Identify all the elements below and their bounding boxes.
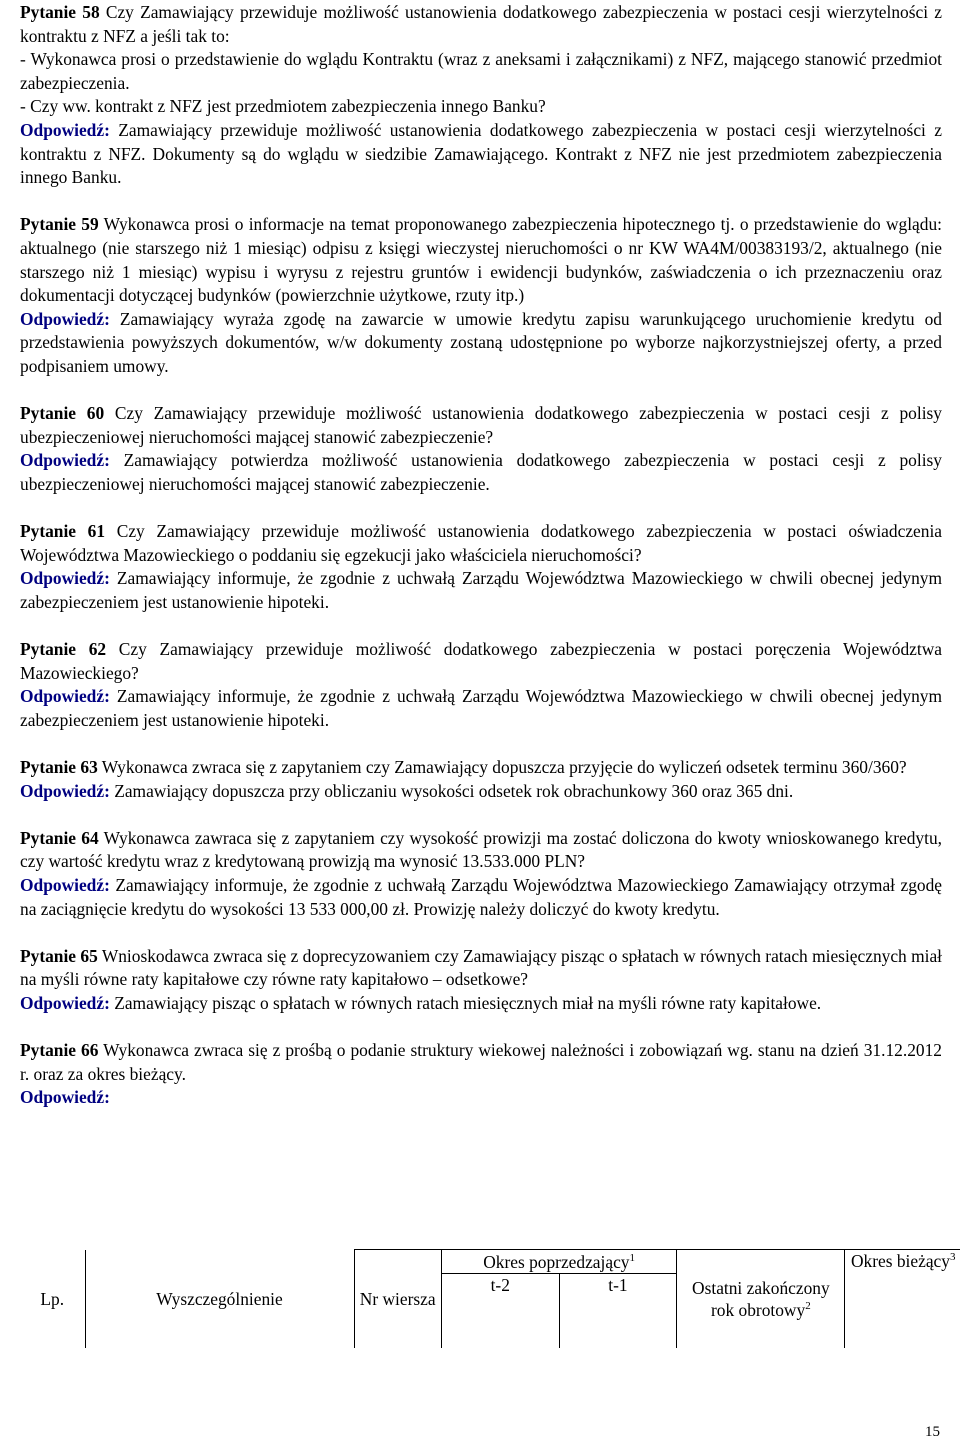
answer-text: Zamawiający informuje, że zgodnie z uchwałą Zarządu Województwa Mazowieckiego w chwili obecnej jedynym zabezpieczeniem jest ustanowienie hipoteki.	[20, 568, 942, 612]
question-label: Pytanie 60	[20, 403, 105, 424]
answer-text: Zamawiający dopuszcza przy obliczaniu wysokości odsetek rok obrachunkowy 360 oraz 365 dni.	[109, 780, 794, 801]
question-subpoint: - Wykonawca prosi o przedstawienie do wglądu Kontraktu (wraz z aneksami i załącznikami) z NFZ, mającego stanowić przedmiot zabezpieczenia.	[20, 49, 942, 93]
question-64	[20, 827, 942, 921]
question-label: Pytanie 61	[20, 521, 106, 542]
question-label: Pytanie 63	[20, 757, 98, 777]
answer-text: Zamawiający przewiduje możliwość ustanowienia dodatkowego zabezpieczenia w postaci cesji wierzytelności z kontraktu z NFZ. Dokumenty są do wglądu w siedzibie Zamawiającego. Kontrakt z NFZ nie jest przedmiotem zabezpieczenia innego Banku.	[20, 119, 942, 188]
answer-label: Odpowiedź:	[20, 450, 110, 471]
question-label: Pytanie 65	[20, 945, 98, 966]
question-label: Pytanie 62	[20, 639, 107, 660]
question-58	[20, 1, 942, 190]
question-label: Pytanie 58	[20, 2, 100, 22]
answer-label: Odpowiedź:	[20, 119, 110, 140]
answer-label: Odpowiedź:	[20, 1087, 110, 1108]
question-66	[20, 1039, 942, 1110]
answer-label: Odpowiedź:	[20, 780, 110, 801]
question-text: Czy Zamawiający przewiduje możliwość ustanowienia dodatkowego zabezpieczenia w postaci cesji wierzytelności z kontraktu z NFZ a jeśli tak to:	[20, 2, 943, 46]
table-header-okres-biezacy: Okres bieżący$^3$	[845, 1250, 960, 1348]
question-subpoint: - Czy ww. kontrakt z NFZ jest przedmiotem zabezpieczenia innego Banku?	[20, 96, 546, 117]
question-text: Wykonawca zawraca się z zapytaniem czy wysokość prowizji ma zostać doliczona do kwoty wnioskowanego kredytu, czy wartość kredytu wraz z kredytowaną prowizją ma wynosić 13.533.000 PLN?	[20, 827, 942, 872]
table-header-okres-poprzedzajacy: Okres poprzedzający$^1$	[441, 1250, 676, 1274]
table-header-ostatni-rok: Ostatni zakończony rok obrotowy$^2$	[677, 1250, 845, 1348]
question-65	[20, 945, 942, 1016]
question-62	[20, 638, 942, 732]
table-header-t1: t-1	[559, 1274, 677, 1348]
answer-label: Odpowiedź:	[20, 874, 110, 895]
question-text: Czy Zamawiający przewiduje możliwość dodatkowego zabezpieczenia w postaci poręczenia Województwa Mazowieckiego?	[20, 639, 942, 683]
answer-text: Zamawiający informuje, że zgodnie z uchwałą Zarządu Województwa Mazowieckiego Zamawiający otrzymał zgodę na zaciągnięcie kredytu do wysokości 13 533 000,00 zł. Prowizję należy doliczyć do kwoty kredytu.	[20, 874, 942, 919]
answer-text: Zamawiający pisząc o spłatach w równych ratach miesięcznych miał na myśli równe raty kapitałowe.	[109, 992, 822, 1013]
table-header-t2: t-2	[441, 1274, 559, 1348]
table-header-lp: Lp.	[20, 1250, 85, 1348]
answer-label: Odpowiedź:	[20, 568, 110, 589]
table-header-nr-wiersza: Nr wiersza	[354, 1250, 441, 1348]
receivables-structure-table	[20, 1249, 960, 1348]
question-61	[20, 520, 942, 614]
answer-label: Odpowiedź:	[20, 686, 110, 707]
answer-label: Odpowiedź:	[20, 308, 110, 329]
question-label: Pytanie 64	[20, 827, 99, 848]
answer-text: Zamawiający potwierdza możliwość ustanowienia dodatkowego zabezpieczenia w postaci cesji z polisy ubezpieczeniowej nieruchomości mającej stanowić zabezpieczenie.	[20, 450, 942, 494]
question-text: Wykonawca prosi o informacje na temat proponowanego zabezpieczenia hipotecznego tj. o przedstawienie do wglądu: aktualnego (nie starszego niż 1 miesiąc) odpisu z księgi wieczystej nieruchomości o nr KW WA4M/00383193/2, aktualnego (nie starszego niż 1 miesiąc) wypisu i wyrysu z rejestru gruntów i ewidencji budynków, zaświadczenia o ich przeznaczeniu oraz dokumentacji dotyczącej budynków (powierzchnie użytkowe, rzuty itp.)	[20, 214, 942, 306]
question-63	[20, 756, 942, 803]
table-header-wyszczegolnienie: Wyszczególnienie	[85, 1250, 354, 1348]
question-60	[20, 402, 942, 496]
answer-text: Zamawiający wyraża zgodę na zawarcie w umowie kredytu zapisu warunkującego uruchomienie kredytu od przedstawienia powyższych dokumentów, w/w dokumenty zostaną udostępnione po wyborze najkorzystniejszej oferty, a przed podpisaniem umowy.	[20, 308, 942, 376]
question-text: Czy Zamawiający przewiduje możliwość ustanowienia dodatkowego zabezpieczenia w postaci cesji z polisy ubezpieczeniowej nieruchomości mającej stanowić zabezpieczenie?	[20, 403, 943, 447]
question-text: Wnioskodawca zwraca się z doprecyzowaniem czy Zamawiający pisząc o spłatach w równych ratach miesięcznych miał na myśli równe raty kapitałowe czy równe raty kapitałowo – odsetkowe?	[20, 945, 943, 990]
question-59	[20, 213, 942, 378]
question-text: Czy Zamawiający przewiduje możliwość ustanowienia dodatkowego zabezpieczenia w postaci oświadczenia Województwa Mazowieckiego o poddaniu się egzekucji jako właściciela nieruchomości?	[20, 521, 943, 565]
question-label: Pytanie 59	[20, 214, 99, 235]
answer-label: Odpowiedź:	[20, 992, 110, 1013]
answer-text: Zamawiający informuje, że zgodnie z uchwałą Zarządu Województwa Mazowieckiego w chwili obecnej jedynym zabezpieczeniem jest ustanowienie hipoteki.	[20, 686, 942, 730]
question-text: Wykonawca zwraca się z prośbą o podanie struktury wiekowej należności i zobowiązań wg. stanu na dzień 31.12.2012 r. oraz za okres bieżący.	[20, 1040, 942, 1084]
document-page	[20, 0, 942, 1110]
question-text: Wykonawca zwraca się z zapytaniem czy Zamawiający dopuszcza przyjęcie do wyliczeń odsetek terminu 360/360?	[97, 757, 907, 777]
question-label: Pytanie 66	[20, 1040, 99, 1061]
page-number: 15	[925, 1424, 940, 1440]
